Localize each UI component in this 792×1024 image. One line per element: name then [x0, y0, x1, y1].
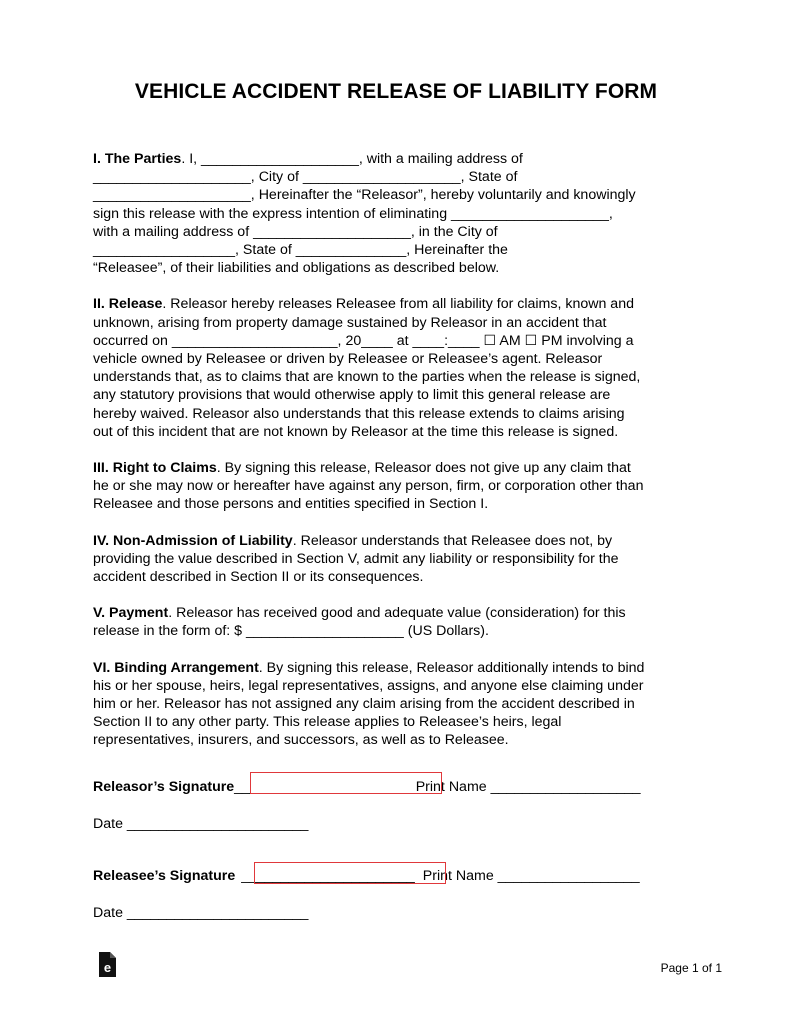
section-heading: III. Right to Claims	[93, 460, 217, 477]
section-heading: VI. Binding Arrangement	[93, 659, 259, 676]
eforms-logo-icon	[97, 951, 117, 978]
section-heading: I. The Parties	[93, 151, 182, 167]
section-binding: VI. Binding Arrangement. By signing this release, Releasor additionally intends to bind his or her spouse, heirs, legal representatives, assigns, and anyone else claiming under him or her. Releasor has not assigned any claim arising from the accident described in Section II to any other party. This release applies to Releasee’s heirs, legal representatives, insurers, and successors, as well as to Releasee.	[93, 659, 645, 749]
page-number: Page 1 of 1	[660, 961, 722, 975]
svg-text:e: e	[103, 960, 112, 975]
section-heading: IV. Non-Admission of Liability	[93, 532, 293, 549]
section-right-to-claims: III. Right to Claims. By signing this release, Releasor does not give up any claim that he or she may now or hereafter have against any person, firm, or corporation other than Releasee and those persons and entities specified in Section I.	[93, 460, 644, 513]
releasor-signature-label: Releasor’s Signature	[93, 779, 235, 795]
section-payment: V. Payment. Releasor has received good and adequate value (consideration) for this release in the form of: $ ____________________ (US Dollars).	[93, 605, 626, 640]
form-body	[93, 150, 703, 768]
releasor-print-name: Print Name ___________________	[415, 779, 641, 795]
releasee-signature-line: ______________________	[241, 868, 415, 884]
releasee-signature-label: Releasee’s Signature	[93, 868, 236, 884]
section-heading: II. Release	[93, 296, 163, 313]
form-title: VEHICLE ACCIDENT RELEASE OF LIABILITY FORM	[134, 80, 658, 103]
section-parties: I. The Parties. I, ____________________, with a mailing address of ____________________, City of ____________________, State of ____________________, Hereinafter the “Releasor”, hereby voluntarily and knowingly sign this release with the express intention of eliminating ____________________, with a mailing address of ____________________, in the City of __________________, State of ______________, Hereinafter the “Releasee”, of their liabilities and obligations as described below.	[93, 151, 636, 277]
section-heading: V. Payment	[93, 605, 169, 622]
releasor-signature-line: ______________________	[234, 779, 408, 795]
releasee-print-name: Print Name __________________	[422, 868, 640, 884]
date-field-releasee: Date _______________________	[93, 905, 309, 921]
releasor-signature-field[interactable]	[250, 772, 442, 794]
releasee-signature-field[interactable]	[254, 862, 446, 884]
date-field-releasor: Date _______________________	[93, 816, 309, 832]
section-release: II. Release. Releasor hereby releases Releasee from all liability for claims, known and unknown, arising from property damage sustained by Releasor in an accident that occurred on _____________________, 20____ at ____:____ ☐ AM ☐ PM involving a vehicle owned by Releasee or driven by Releasee or Releasee’s agent. Releasor understands that, as to claims that are known to the parties when the release is signed, any statutory provisions that would otherwise apply to limit this general release are hereby waived. Releasor also understands that this release extends to claims arising out of this incident that are not known by Releasor at the time this release is signed.	[93, 296, 641, 440]
section-non-admission: IV. Non-Admission of Liability. Releasor understands that Releasee does not, by providing the value described in Section V, admit any liability or responsibility for the accident described in Section II or its consequences.	[93, 532, 619, 586]
